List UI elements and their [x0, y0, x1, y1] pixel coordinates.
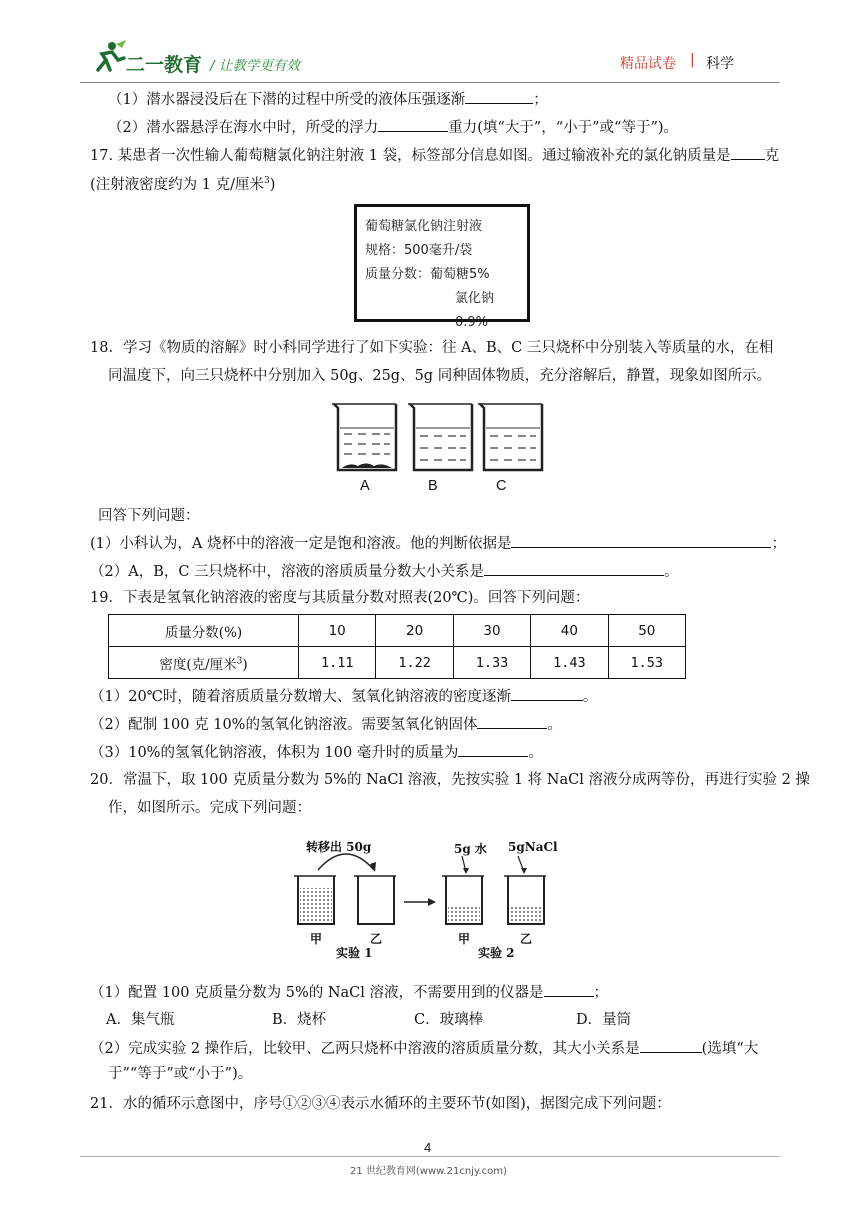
table-cell: 40 [531, 615, 608, 647]
fig-exp2-label: 实验 2 [478, 946, 515, 960]
table-cell: 20 [376, 615, 453, 647]
runner-logo-icon [88, 40, 128, 76]
injection-label [354, 204, 530, 330]
answer-blank[interactable] [731, 145, 765, 160]
q21-line1: 21．水的循环示意图中，序号①②③④表示水循环的主要环节(如图)，据图完成下列问题： [90, 1096, 671, 1112]
table-cell: 30 [453, 615, 530, 647]
answer-blank[interactable] [484, 561, 664, 576]
table-header-cell: 密度(克/厘米$^3$) [109, 647, 299, 679]
q19-part3: （3）10%的氢氧化钠溶液，体积为 100 毫升时的质量为 。 [90, 742, 543, 763]
beaker-label-c: C [496, 478, 507, 494]
density-table [108, 614, 686, 679]
q20-option-b: B．烧杯 [272, 1012, 327, 1028]
answer-blank[interactable] [465, 89, 533, 104]
table-row [109, 615, 686, 647]
fig-yi-1-label: 乙 [370, 932, 383, 946]
label-mass-glucose: 质量分数：葡萄糖5% [365, 267, 490, 282]
q17-line1: 17. 某患者一次性输人葡萄糖氯化钠注射液 1 袋，标签部分信息如图。通过输液补充的氯化钠质量是 克 [90, 145, 779, 166]
label-title: 葡萄糖氯化钠注射液 [365, 219, 483, 234]
q20-line2: 作，如图所示。完成下列问题： [108, 800, 311, 816]
q20-line1: 20．常温下，取 100 克质量分数为 5%的 NaCl 溶液，先按实验 1 将 NaCl 溶液分成两等份，再进行实验 2 操 [90, 772, 810, 788]
answer-blank[interactable] [511, 533, 771, 548]
q20-part2: （2）完成实验 2 操作后，比较甲、乙两只烧杯中溶液的溶质质量分数，其大小关系是 (选填“大 [90, 1038, 758, 1059]
fig-jia-1-label: 甲 [310, 932, 323, 946]
footer-site: 21 世纪教育网(www.21cnjy.com) [350, 1166, 507, 1177]
table-cell: 1.22 [376, 647, 453, 679]
fig-transfer-label: 转移出 50g [306, 840, 372, 854]
q17-line2: (注射液密度约为 1 克/厘米$^3$) [90, 176, 276, 193]
fig-jia-2-label: 甲 [458, 932, 471, 946]
subject-text: 科学 [706, 56, 734, 72]
fig-nacl-label: 5gNaCl [508, 840, 558, 854]
fig-yi-2-label: 乙 [520, 932, 533, 946]
beaker-c-icon [478, 404, 542, 470]
fig-water-label: 5g 水 [454, 842, 487, 856]
beaker-yi-1-icon [354, 876, 396, 924]
q20-option-a: A．集气瓶 [106, 1012, 175, 1028]
q19-part2: （2）配制 100 克 10%的氢氧化钠溶液。需要氢氧化钠固体 。 [90, 714, 562, 735]
q18-part1: (1）小科认为，A 烧杯中的溶液一定是饱和溶液。他的判断依据是 ； [90, 533, 786, 554]
beaker-jia-2-icon [442, 876, 484, 924]
logo-text: 二一教育 [126, 54, 203, 76]
label-spec: 规格：500毫升/袋 [365, 243, 473, 258]
q19-line1: 19．下表是氢氧化钠溶液的密度与其质量分数对照表(20℃)。回答下列问题： [90, 590, 590, 606]
page-number: 4 [424, 1140, 432, 1155]
transfer-arrow-icon [318, 854, 374, 870]
answer-blank[interactable] [477, 714, 547, 729]
answer-blank[interactable] [544, 982, 594, 997]
beaker-jia-1-icon [294, 876, 336, 924]
beaker-yi-2-icon [504, 876, 546, 924]
header-rule [80, 82, 780, 83]
beaker-label-a: A [360, 478, 370, 494]
footer-rule [80, 1156, 780, 1157]
q20-part2-line2: 于”“等于”或“小于”)。 [108, 1066, 253, 1082]
q16-part1: （1）潜水器浸没后在下潜的过程中所受的液体压强逐渐 ； [108, 89, 548, 110]
table-cell: 1.53 [608, 647, 685, 679]
q18-line1: 18．学习《物质的溶解》时小科同学进行了如下实验：往 A、B、C 三只烧杯中分别装入等质量的水，在相 [90, 340, 774, 356]
table-cell: 10 [299, 615, 376, 647]
beaker-label-b: B [428, 478, 438, 494]
table-row [109, 647, 686, 679]
table-header-cell: 质量分数(%) [109, 615, 299, 647]
header-separator: | [690, 52, 695, 68]
slogan: / 让教学更有效 [210, 58, 300, 74]
table-cell: 1.11 [299, 647, 376, 679]
table-cell: 1.43 [531, 647, 608, 679]
q16-part2: （2）潜水器悬浮在海水中时，所受的浮力 重力(填“大于”，“小于”或“等于”)。 [108, 117, 678, 138]
q18-answer-prompt: 回答下列问题： [98, 508, 200, 524]
table-cell: 1.33 [453, 647, 530, 679]
answer-blank[interactable] [378, 117, 448, 132]
q18-part2: （2）A，B，C 三只烧杯中，溶液的溶质质量分数大小关系是 。 [90, 561, 679, 582]
badge-text: 精品试卷 [620, 56, 676, 72]
q20-part1: （1）配置 100 克质量分数为 5%的 NaCl 溶液，不需要用到的仪器是 ； [90, 982, 608, 1003]
beaker-a-icon [332, 404, 396, 470]
label-mass-nacl: 氯化钠0.9% [455, 291, 495, 330]
fig-exp1-label: 实验 1 [336, 946, 373, 960]
q18-line2: 同温度下，向三只烧杯中分别加入 50g、25g、5g 同种固体物质，充分溶解后，静置，现象如图所示。 [108, 368, 772, 384]
q20-option-d: D．量筒 [576, 1012, 632, 1028]
header [80, 40, 780, 82]
q19-part1: （1）20℃时，随着溶质质量分数增大、氢氧化钠溶液的密度逐渐 。 [90, 686, 597, 707]
answer-blank[interactable] [458, 742, 528, 757]
answer-blank[interactable] [640, 1038, 702, 1053]
table-cell: 50 [608, 615, 685, 647]
beaker-b-icon [408, 404, 472, 470]
q20-option-c: C．玻璃棒 [414, 1012, 484, 1028]
answer-blank[interactable] [511, 686, 583, 701]
